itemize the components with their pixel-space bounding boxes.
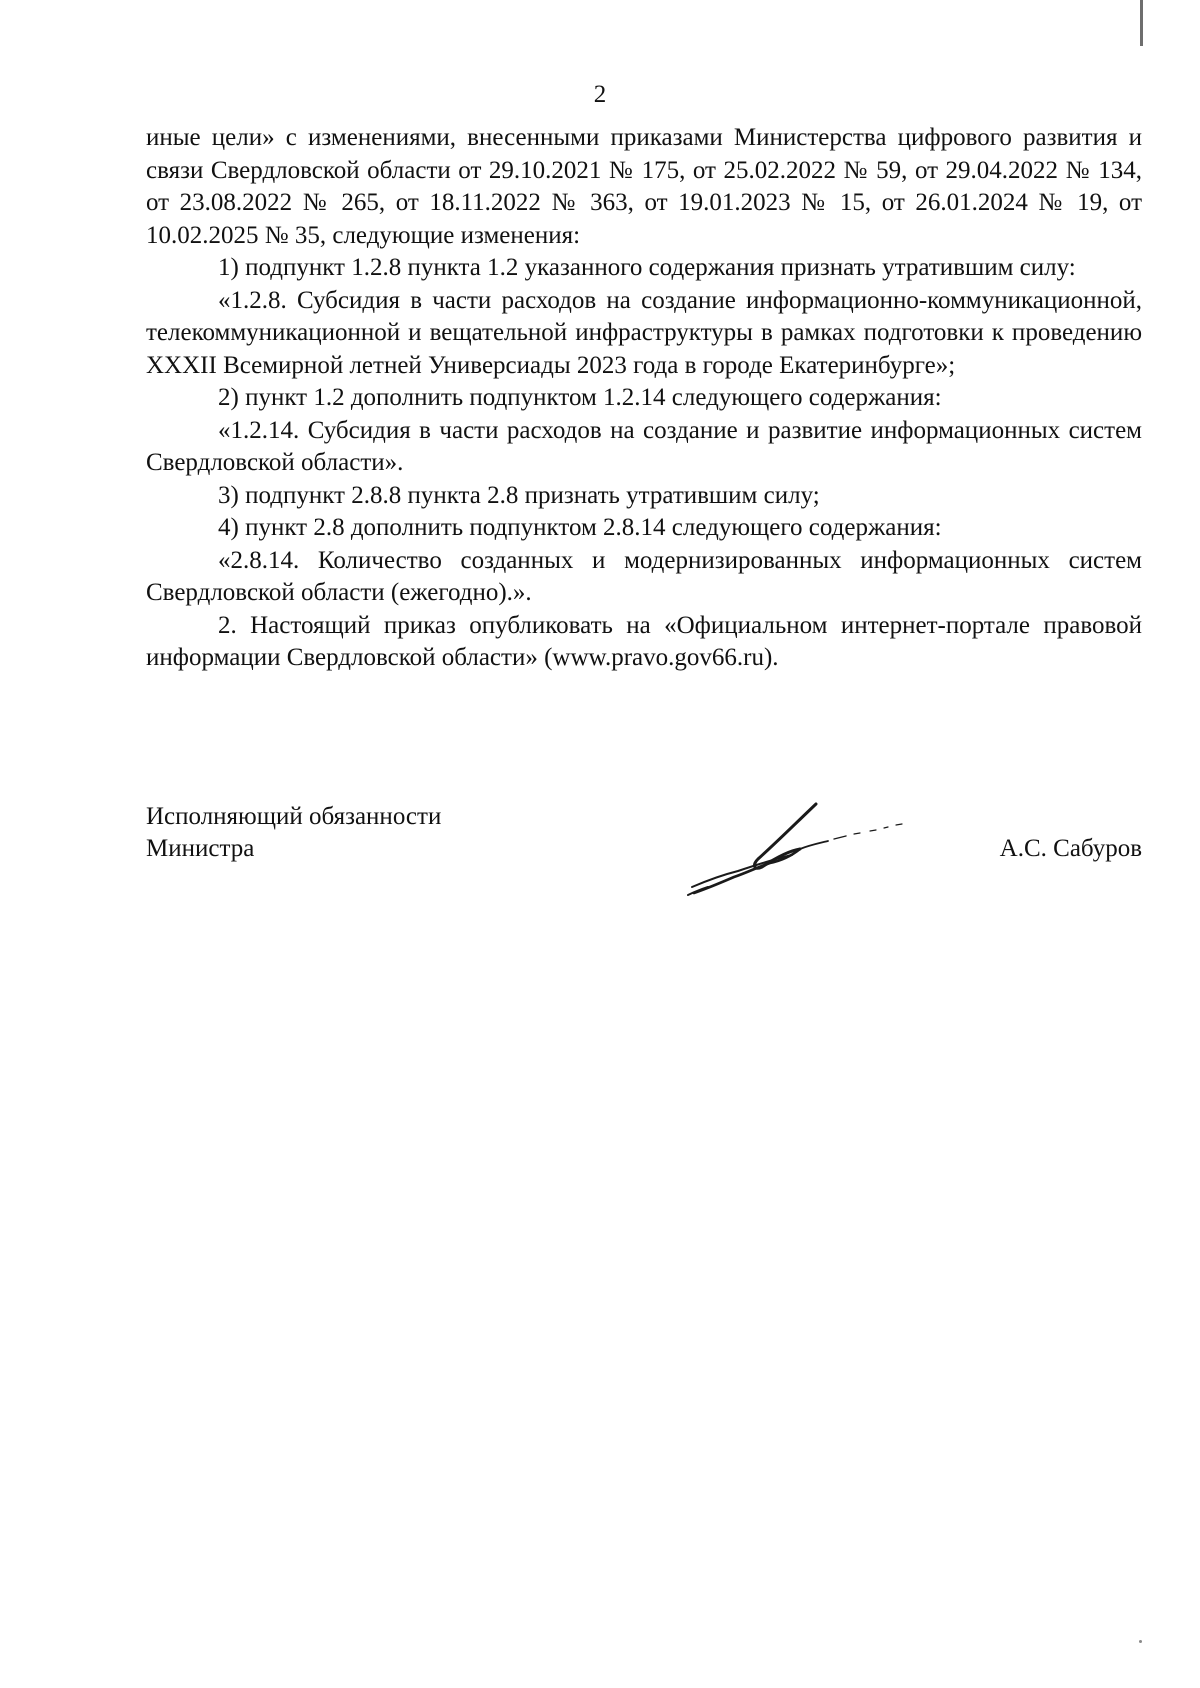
signatory-name: А.С. Сабуров <box>999 835 1142 862</box>
signatory-title <box>146 801 441 865</box>
signatory-title-line-1: Исполняющий обязанности <box>146 803 442 830</box>
paragraph-item-1: 1) подпункт 1.2.8 пункта 1.2 указанного содержания признать утратившим силу: <box>218 254 1076 281</box>
paragraph-quote-1-2-14: «1.2.14. Субсидия в части расходов на создание и развитие информационных систем Свердловской области». <box>146 416 1142 476</box>
page-number: 2 <box>593 81 607 108</box>
paragraph-item-4: 4) пункт 2.8 дополнить подпунктом 2.8.14 следующего содержания: <box>218 514 942 541</box>
signature-block <box>146 801 1142 921</box>
handwritten-signature <box>666 801 1006 901</box>
scan-speck <box>1139 1640 1142 1643</box>
paragraph-item-3: 3) подпункт 2.8.8 пункта 2.8 признать утратившим силу; <box>218 481 820 509</box>
scan-edge-mark <box>1140 0 1143 46</box>
paragraph-quote-1-2-8: «1.2.8. Субсидия в части расходов на создание информационно-коммуникационной, телекоммуникационной и вещательной инфраструктуры в рамках подготовки к проведению XXXII Всемирной летней Универсиады 2023 года в городе Екатеринбурге»; <box>146 286 1142 379</box>
paragraph-publication: 2. Настоящий приказ опубликовать на «Официальном интернет-портале правовой информации Свердловской области» (www.pravo.gov66.ru). <box>146 611 1142 671</box>
paragraph-quote-2-8-14: «2.8.14. Количество созданных и модернизированных информационных систем Свердловской области (ежегодно).». <box>146 546 1142 606</box>
signatory-title-line-2: Министра <box>146 835 255 862</box>
document-body <box>146 122 1142 675</box>
paragraph-intro-continuation: иные цели» с изменениями, внесенными приказами Министерства цифрового развития и связи Свердловской области от 29.10.2021 № 175, от 25.02.2022 № 59, от 29.04.2022 № 134, от 23.08.2022 № 265, от 18.11.2022 № 363, от 19.01.2023 № 15, от 26.01.2024 № 19, от 10.02.2025 № 35, следующие изменения: <box>146 124 1142 249</box>
paragraph-item-2: 2) пункт 1.2 дополнить подпунктом 1.2.14 следующего содержания: <box>218 384 942 411</box>
